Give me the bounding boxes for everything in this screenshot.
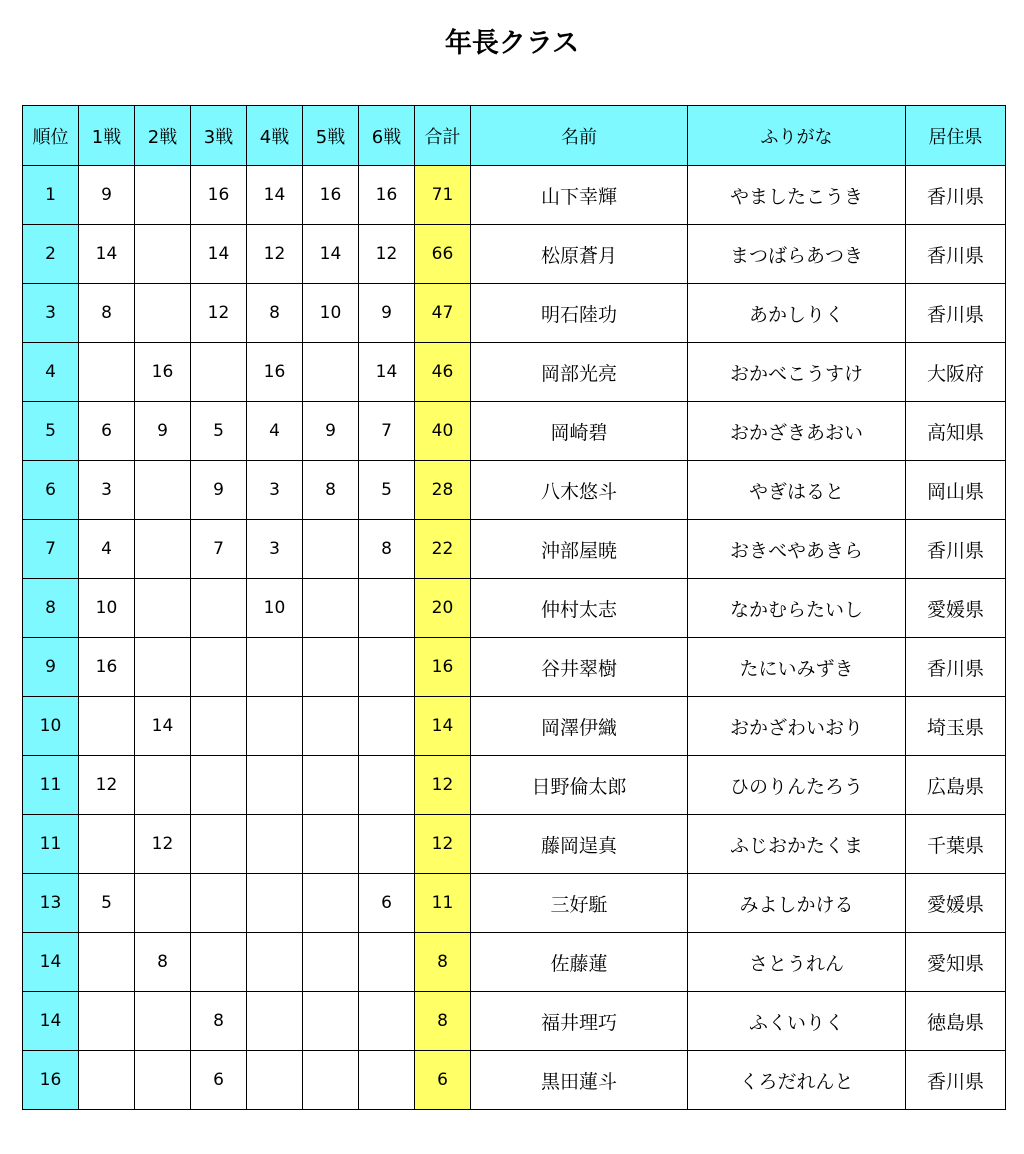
cell-total: 12 — [415, 815, 471, 874]
cell-bout-3 — [191, 579, 247, 638]
cell-bout-6 — [359, 992, 415, 1051]
cell-total: 22 — [415, 520, 471, 579]
cell-bout-4 — [247, 815, 303, 874]
cell-total: 8 — [415, 933, 471, 992]
cell-name: 谷井翠樹 — [471, 638, 688, 697]
cell-bout-3: 9 — [191, 461, 247, 520]
cell-bout-5 — [303, 756, 359, 815]
cell-prefecture: 広島県 — [906, 756, 1006, 815]
ranking-table — [22, 105, 1006, 1110]
cell-name: 岡部光亮 — [471, 343, 688, 402]
cell-bout-6 — [359, 933, 415, 992]
cell-bout-1 — [79, 1051, 135, 1110]
cell-bout-5 — [303, 638, 359, 697]
cell-bout-1 — [79, 343, 135, 402]
cell-kana: ひのりんたろう — [688, 756, 906, 815]
cell-bout-6: 16 — [359, 166, 415, 225]
cell-bout-4 — [247, 992, 303, 1051]
cell-prefecture: 香川県 — [906, 166, 1006, 225]
cell-bout-2: 8 — [135, 933, 191, 992]
cell-bout-3 — [191, 933, 247, 992]
cell-prefecture: 大阪府 — [906, 343, 1006, 402]
cell-rank: 3 — [23, 284, 79, 343]
cell-name: 沖部屋暁 — [471, 520, 688, 579]
cell-total: 14 — [415, 697, 471, 756]
cell-bout-5 — [303, 815, 359, 874]
cell-bout-1 — [79, 933, 135, 992]
cell-bout-4: 14 — [247, 166, 303, 225]
cell-bout-3 — [191, 638, 247, 697]
cell-bout-6 — [359, 756, 415, 815]
cell-bout-5 — [303, 697, 359, 756]
table-row — [23, 520, 1006, 579]
header-row — [23, 106, 1006, 166]
cell-prefecture: 香川県 — [906, 638, 1006, 697]
cell-kana: みよしかける — [688, 874, 906, 933]
cell-bout-4: 4 — [247, 402, 303, 461]
cell-kana: おかざきあおい — [688, 402, 906, 461]
cell-total: 6 — [415, 1051, 471, 1110]
table-row — [23, 874, 1006, 933]
cell-total: 46 — [415, 343, 471, 402]
cell-bout-3 — [191, 874, 247, 933]
cell-bout-5 — [303, 579, 359, 638]
cell-name: 八木悠斗 — [471, 461, 688, 520]
cell-rank: 4 — [23, 343, 79, 402]
cell-name: 岡崎碧 — [471, 402, 688, 461]
cell-bout-3 — [191, 815, 247, 874]
cell-bout-2: 14 — [135, 697, 191, 756]
cell-total: 66 — [415, 225, 471, 284]
cell-bout-3: 7 — [191, 520, 247, 579]
table-row — [23, 461, 1006, 520]
cell-bout-3 — [191, 343, 247, 402]
cell-rank: 5 — [23, 402, 79, 461]
cell-bout-5 — [303, 343, 359, 402]
col-header-bout-3: 3戦 — [191, 106, 247, 166]
cell-bout-3: 12 — [191, 284, 247, 343]
cell-bout-4: 3 — [247, 520, 303, 579]
cell-name: 藤岡逞真 — [471, 815, 688, 874]
cell-rank: 14 — [23, 933, 79, 992]
col-header-bout-5: 5戦 — [303, 106, 359, 166]
cell-bout-1: 14 — [79, 225, 135, 284]
cell-bout-2 — [135, 520, 191, 579]
cell-total: 11 — [415, 874, 471, 933]
cell-bout-2 — [135, 225, 191, 284]
cell-bout-2 — [135, 166, 191, 225]
cell-kana: まつばらあつき — [688, 225, 906, 284]
table-row — [23, 697, 1006, 756]
cell-bout-4 — [247, 1051, 303, 1110]
col-header-total: 合計 — [415, 106, 471, 166]
cell-bout-1: 9 — [79, 166, 135, 225]
cell-prefecture: 埼玉県 — [906, 697, 1006, 756]
cell-bout-5: 8 — [303, 461, 359, 520]
cell-bout-2 — [135, 638, 191, 697]
cell-total: 16 — [415, 638, 471, 697]
cell-prefecture: 香川県 — [906, 1051, 1006, 1110]
table-row — [23, 638, 1006, 697]
col-header-bout-1: 1戦 — [79, 106, 135, 166]
cell-prefecture: 岡山県 — [906, 461, 1006, 520]
cell-kana: おかべこうすけ — [688, 343, 906, 402]
cell-kana: ふじおかたくま — [688, 815, 906, 874]
cell-kana: おきべやあきら — [688, 520, 906, 579]
cell-bout-2: 9 — [135, 402, 191, 461]
cell-name: 明石陸功 — [471, 284, 688, 343]
table-body — [23, 166, 1006, 1110]
table-row — [23, 343, 1006, 402]
cell-name: 松原蒼月 — [471, 225, 688, 284]
cell-bout-4: 10 — [247, 579, 303, 638]
cell-bout-2 — [135, 461, 191, 520]
table-row — [23, 1051, 1006, 1110]
cell-bout-1: 4 — [79, 520, 135, 579]
cell-name: 福井理巧 — [471, 992, 688, 1051]
cell-bout-2: 12 — [135, 815, 191, 874]
cell-bout-1: 3 — [79, 461, 135, 520]
cell-bout-6 — [359, 1051, 415, 1110]
cell-kana: なかむらたいし — [688, 579, 906, 638]
cell-prefecture: 愛知県 — [906, 933, 1006, 992]
cell-kana: ふくいりく — [688, 992, 906, 1051]
col-header-pref: 居住県 — [906, 106, 1006, 166]
cell-bout-5 — [303, 520, 359, 579]
cell-rank: 6 — [23, 461, 79, 520]
col-header-kana: ふりがな — [688, 106, 906, 166]
col-header-bout-2: 2戦 — [135, 106, 191, 166]
cell-rank: 9 — [23, 638, 79, 697]
col-header-name: 名前 — [471, 106, 688, 166]
cell-rank: 11 — [23, 756, 79, 815]
cell-name: 岡澤伊織 — [471, 697, 688, 756]
cell-bout-6: 9 — [359, 284, 415, 343]
cell-kana: やぎはると — [688, 461, 906, 520]
cell-name: 黒田蓮斗 — [471, 1051, 688, 1110]
cell-bout-4 — [247, 697, 303, 756]
cell-total: 8 — [415, 992, 471, 1051]
cell-total: 40 — [415, 402, 471, 461]
cell-bout-2 — [135, 874, 191, 933]
cell-bout-6 — [359, 638, 415, 697]
cell-kana: あかしりく — [688, 284, 906, 343]
cell-rank: 1 — [23, 166, 79, 225]
cell-bout-6 — [359, 815, 415, 874]
cell-bout-1: 10 — [79, 579, 135, 638]
cell-bout-3 — [191, 756, 247, 815]
cell-bout-6: 6 — [359, 874, 415, 933]
cell-kana: さとうれん — [688, 933, 906, 992]
cell-bout-1: 5 — [79, 874, 135, 933]
table-row — [23, 166, 1006, 225]
cell-kana: たにいみずき — [688, 638, 906, 697]
cell-rank: 10 — [23, 697, 79, 756]
cell-prefecture: 徳島県 — [906, 992, 1006, 1051]
cell-bout-2 — [135, 579, 191, 638]
cell-bout-6 — [359, 579, 415, 638]
cell-bout-2: 16 — [135, 343, 191, 402]
cell-bout-4 — [247, 933, 303, 992]
table-row — [23, 756, 1006, 815]
cell-bout-3: 6 — [191, 1051, 247, 1110]
cell-bout-5: 10 — [303, 284, 359, 343]
cell-bout-4: 12 — [247, 225, 303, 284]
cell-bout-2 — [135, 1051, 191, 1110]
cell-bout-1 — [79, 815, 135, 874]
cell-bout-4 — [247, 638, 303, 697]
cell-name: 佐藤蓮 — [471, 933, 688, 992]
cell-bout-6: 12 — [359, 225, 415, 284]
cell-kana: やましたこうき — [688, 166, 906, 225]
col-header-rank: 順位 — [23, 106, 79, 166]
cell-bout-3: 5 — [191, 402, 247, 461]
cell-bout-1 — [79, 697, 135, 756]
cell-bout-2 — [135, 284, 191, 343]
cell-bout-5 — [303, 933, 359, 992]
cell-bout-6: 7 — [359, 402, 415, 461]
cell-bout-5: 16 — [303, 166, 359, 225]
table-row — [23, 284, 1006, 343]
cell-bout-3: 8 — [191, 992, 247, 1051]
cell-bout-6 — [359, 697, 415, 756]
cell-bout-6: 14 — [359, 343, 415, 402]
cell-total: 20 — [415, 579, 471, 638]
cell-name: 仲村太志 — [471, 579, 688, 638]
cell-bout-5 — [303, 874, 359, 933]
cell-name: 山下幸輝 — [471, 166, 688, 225]
cell-bout-4: 8 — [247, 284, 303, 343]
cell-bout-1: 16 — [79, 638, 135, 697]
cell-total: 47 — [415, 284, 471, 343]
cell-bout-1: 6 — [79, 402, 135, 461]
cell-prefecture: 香川県 — [906, 520, 1006, 579]
cell-total: 28 — [415, 461, 471, 520]
cell-bout-3: 16 — [191, 166, 247, 225]
page-title: 年長クラス — [444, 28, 580, 59]
table-row — [23, 579, 1006, 638]
col-header-bout-4: 4戦 — [247, 106, 303, 166]
cell-prefecture: 香川県 — [906, 284, 1006, 343]
cell-rank: 16 — [23, 1051, 79, 1110]
cell-prefecture: 愛媛県 — [906, 874, 1006, 933]
cell-rank: 8 — [23, 579, 79, 638]
cell-bout-2 — [135, 756, 191, 815]
cell-bout-5: 14 — [303, 225, 359, 284]
cell-bout-3 — [191, 697, 247, 756]
cell-bout-4: 16 — [247, 343, 303, 402]
table-row — [23, 225, 1006, 284]
table-row — [23, 815, 1006, 874]
cell-bout-6: 5 — [359, 461, 415, 520]
col-header-bout-6: 6戦 — [359, 106, 415, 166]
cell-rank: 7 — [23, 520, 79, 579]
cell-bout-3: 14 — [191, 225, 247, 284]
cell-bout-1: 8 — [79, 284, 135, 343]
cell-bout-2 — [135, 992, 191, 1051]
cell-kana: くろだれんと — [688, 1051, 906, 1110]
cell-rank: 13 — [23, 874, 79, 933]
cell-bout-5 — [303, 992, 359, 1051]
table-row — [23, 402, 1006, 461]
cell-rank: 2 — [23, 225, 79, 284]
cell-bout-6: 8 — [359, 520, 415, 579]
cell-rank: 11 — [23, 815, 79, 874]
cell-bout-1: 12 — [79, 756, 135, 815]
cell-name: 日野倫太郎 — [471, 756, 688, 815]
cell-bout-5: 9 — [303, 402, 359, 461]
cell-prefecture: 千葉県 — [906, 815, 1006, 874]
table-row — [23, 933, 1006, 992]
cell-rank: 14 — [23, 992, 79, 1051]
cell-prefecture: 愛媛県 — [906, 579, 1006, 638]
table-row — [23, 992, 1006, 1051]
cell-bout-4 — [247, 756, 303, 815]
cell-bout-4: 3 — [247, 461, 303, 520]
cell-prefecture: 香川県 — [906, 225, 1006, 284]
cell-bout-1 — [79, 992, 135, 1051]
cell-name: 三好駈 — [471, 874, 688, 933]
cell-bout-4 — [247, 874, 303, 933]
cell-prefecture: 高知県 — [906, 402, 1006, 461]
cell-total: 12 — [415, 756, 471, 815]
cell-bout-5 — [303, 1051, 359, 1110]
cell-total: 71 — [415, 166, 471, 225]
cell-kana: おかざわいおり — [688, 697, 906, 756]
